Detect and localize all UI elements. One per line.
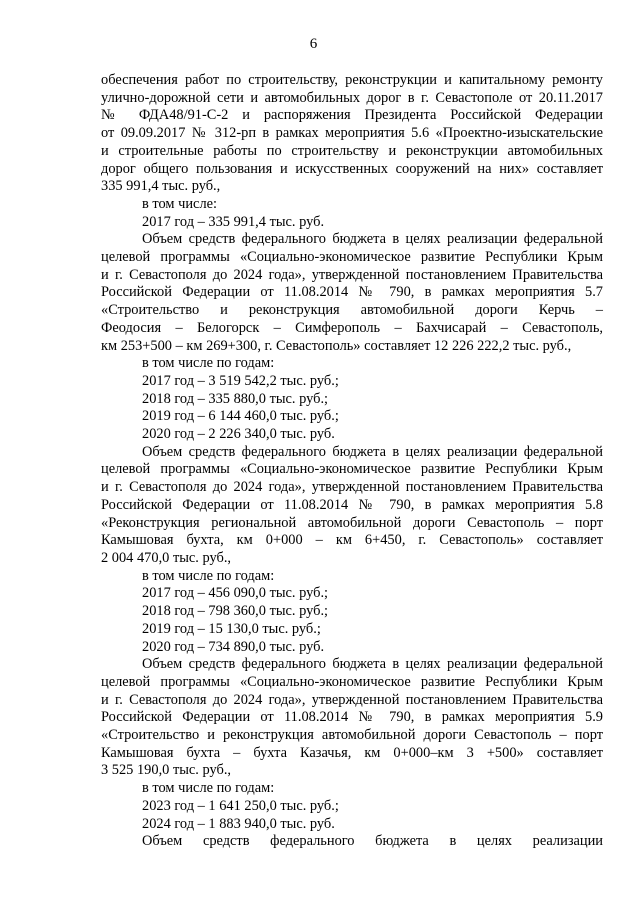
paragraph-line: целевой программы «Социально-экономическое развитие Республики Крым xyxy=(101,461,603,478)
paragraph xyxy=(101,833,603,851)
paragraph-line: «Реконструкция региональной автомобильной дороги Севастополь – порт xyxy=(101,514,603,531)
paragraph xyxy=(101,444,603,568)
list-item: 2017 год – 456 090,0 тыс. руб.; xyxy=(142,585,329,602)
list-item: 2020 год – 734 890,0 тыс. руб. xyxy=(142,638,325,655)
document-body xyxy=(101,72,603,851)
paragraph-line: целевой программы «Социально-экономическое развитие Республики Крым xyxy=(101,673,603,690)
paragraph-line: Камышовая бухта – бухта Казачья, км 0+000–км 3 +500» составляет xyxy=(101,744,603,761)
paragraph-line: Феодосия – Белогорск – Симферополь – Бахчисарай – Севастополь, xyxy=(101,319,603,336)
list-item: 2018 год – 798 360,0 тыс. руб.; xyxy=(142,603,329,620)
paragraph-line: от 09.09.2017 № 312-рп в рамках мероприятия 5.6 «Проектно-изыскательские xyxy=(101,125,603,142)
paragraph-line: Объем средств федерального бюджета в целях реализации федеральной xyxy=(142,656,603,673)
paragraph-line: 2 004 470,0 тыс. руб., xyxy=(101,549,232,566)
paragraph-line: и г. Севастополя до 2024 года», утвержденной постановлением Правительства xyxy=(101,691,603,708)
paragraph-line: Российской Федерации от 11.08.2014 № 790, в рамках мероприятия 5.7 xyxy=(101,284,603,301)
paragraph-line: Российской Федерации от 11.08.2014 № 790, в рамках мероприятия 5.8 xyxy=(101,496,603,513)
list-item: 2019 год – 15 130,0 тыс. руб.; xyxy=(142,620,321,637)
list-item: 2023 год – 1 641 250,0 тыс. руб.; xyxy=(142,797,339,814)
paragraph-line: Объем средств федерального бюджета в целях реализации федеральной xyxy=(142,231,603,248)
paragraph-line: Объем средств федерального бюджета в целях реализации федеральной xyxy=(142,443,603,460)
paragraph-line: км 253+500 – км 269+300, г. Севастополь» составляет 12 226 222,2 тыс. руб., xyxy=(101,337,572,354)
paragraph-line: № ФДА48/91-С-2 и распоряжения Президента Российской Федерации xyxy=(101,107,603,124)
paragraph-line: 3 525 190,0 тыс. руб., xyxy=(101,762,232,779)
paragraph-line: «Строительство и реконструкция автомобильной дороги Керчь – xyxy=(101,302,603,319)
page-number: 6 xyxy=(309,36,318,52)
list-item: 2019 год – 6 144 460,0 тыс. руб.; xyxy=(142,408,339,425)
list-item: в том числе: xyxy=(142,195,218,212)
paragraph xyxy=(101,656,603,780)
paragraph xyxy=(101,231,603,355)
paragraph-line: «Строительство и реконструкция автомобильной дороги Севастополь – порт xyxy=(101,727,603,744)
paragraph-line: обеспечения работ по строительству, реконструкции и капитальному ремонту xyxy=(101,72,603,88)
list-item: в том числе по годам: xyxy=(142,355,275,372)
paragraph-line: Российской Федерации от 11.08.2014 № 790, в рамках мероприятия 5.9 xyxy=(101,709,603,726)
paragraph-line: улично-дорожной сети и автомобильных дорог в г. Севастополе от 20.11.2017 xyxy=(101,89,603,106)
paragraph-line: Объем средств федерального бюджета в целях реализации xyxy=(142,833,603,850)
paragraph-line: 335 991,4 тыс. руб., xyxy=(101,178,221,195)
paragraph xyxy=(101,72,603,196)
paragraph-line: дорог общего пользования и искусственных сооружений на них» составляет xyxy=(101,160,603,177)
list-item: 2020 год – 2 226 340,0 тыс. руб. xyxy=(142,426,335,443)
paragraph-line: целевой программы «Социально-экономическое развитие Республики Крым xyxy=(101,249,603,266)
paragraph-line: Камышовая бухта, км 0+000 – км 6+450, г. Севастополь» составляет xyxy=(101,532,603,549)
list-item: 2024 год – 1 883 940,0 тыс. руб. xyxy=(142,815,335,832)
list-item: 2017 год – 3 519 542,2 тыс. руб.; xyxy=(142,372,339,389)
paragraph-line: и строительные работы по строительству и реконструкции автомобильных xyxy=(101,142,603,159)
list-item: в том числе по годам: xyxy=(142,567,275,584)
paragraph-line: и г. Севастополя до 2024 года», утвержденной постановлением Правительства xyxy=(101,479,603,496)
list-item: в том числе по годам: xyxy=(142,780,275,797)
list-item: 2017 год – 335 991,4 тыс. руб. xyxy=(142,213,325,230)
list-item: 2018 год – 335 880,0 тыс. руб.; xyxy=(142,390,329,407)
paragraph-line: и г. Севастополя до 2024 года», утвержденной постановлением Правительства xyxy=(101,266,603,283)
